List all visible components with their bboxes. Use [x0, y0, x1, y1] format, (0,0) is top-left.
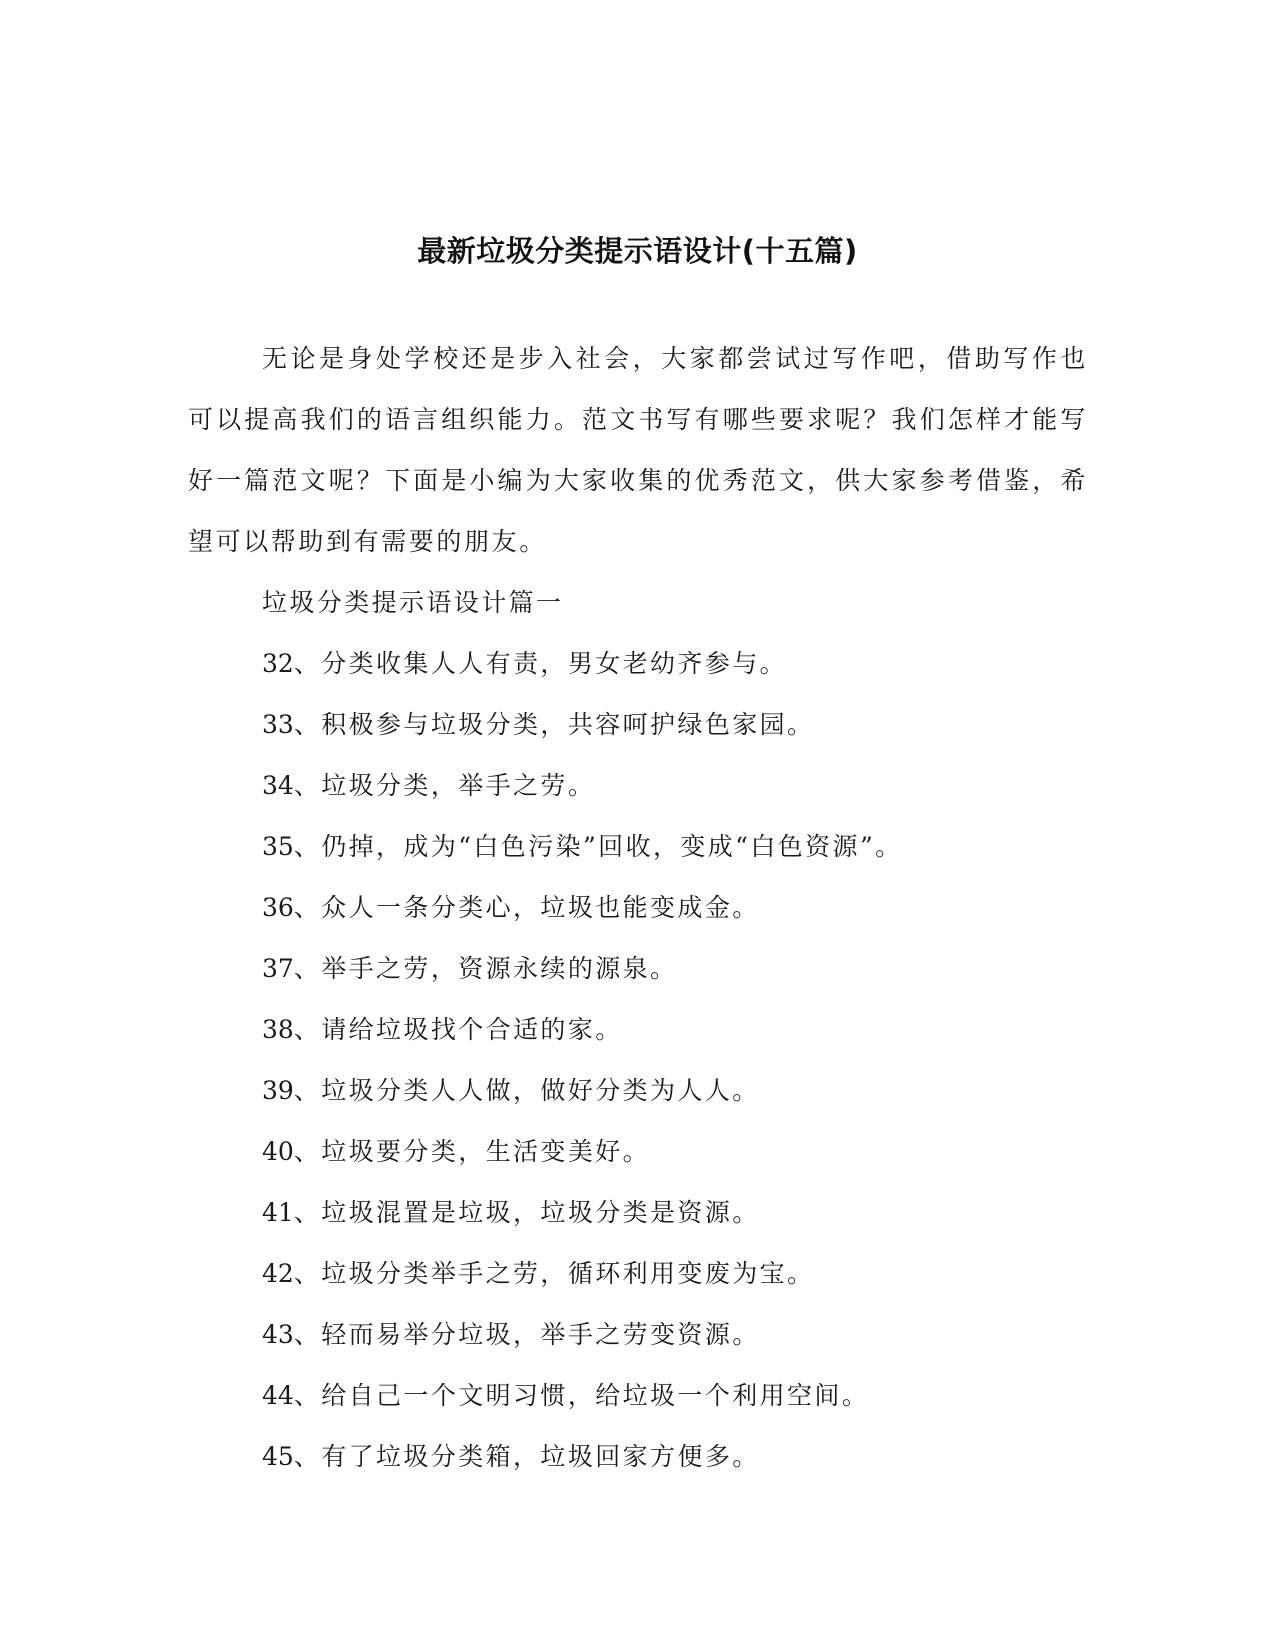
slogan-text: 、垃圾分类，举手之劳。 [293, 771, 596, 800]
slogan-number: 33 [262, 710, 294, 739]
slogan-text: 、垃圾分类举手之劳，循环利用变废为宝。 [293, 1259, 815, 1288]
slogan-number: 45 [262, 1442, 294, 1471]
document-title: 最新垃圾分类提示语设计(十五篇) [417, 234, 858, 269]
slogan-text: 、有了垃圾分类箱，垃圾回家方便多。 [293, 1442, 760, 1471]
slogan-item [188, 633, 1088, 694]
slogan-item [188, 938, 1088, 999]
slogan-number: 32 [262, 649, 294, 678]
document-body [188, 328, 1088, 1487]
slogan-item [188, 999, 1088, 1060]
slogan-item [188, 816, 1088, 877]
slogan-item [188, 1304, 1088, 1365]
slogan-text: 、轻而易举分垃圾，举手之劳变资源。 [293, 1320, 760, 1349]
slogan-text: 、垃圾分类人人做，做好分类为人人。 [293, 1076, 760, 1105]
slogan-text: 、垃圾要分类，生活变美好。 [293, 1137, 651, 1166]
slogan-text: 、仍掉，成为“白色污染”回收，变成“白色资源”。 [293, 832, 903, 861]
slogan-number: 36 [262, 893, 294, 922]
slogan-number: 40 [262, 1137, 294, 1166]
slogan-number: 42 [262, 1259, 294, 1288]
slogan-text: 、举手之劳，资源永续的源泉。 [293, 954, 678, 983]
slogan-item [188, 1182, 1088, 1243]
slogan-item [188, 1365, 1088, 1426]
slogan-text: 、积极参与垃圾分类，共容呵护绿色家园。 [293, 710, 815, 739]
slogan-number: 38 [262, 1015, 294, 1044]
slogan-list [188, 633, 1088, 1487]
slogan-number: 39 [262, 1076, 294, 1105]
slogan-text: 、众人一条分类心，垃圾也能变成金。 [293, 893, 760, 922]
slogan-item [188, 877, 1088, 938]
slogan-item [188, 1060, 1088, 1121]
slogan-number: 35 [262, 832, 294, 861]
slogan-text: 、请给垃圾找个合适的家。 [293, 1015, 623, 1044]
slogan-number: 43 [262, 1320, 294, 1349]
slogan-number: 44 [262, 1381, 294, 1410]
slogan-text: 、垃圾混置是垃圾，垃圾分类是资源。 [293, 1198, 760, 1227]
slogan-item [188, 1426, 1088, 1487]
slogan-item [188, 1121, 1088, 1182]
intro-paragraph: 无论是身处学校还是步入社会，大家都尝试过写作吧，借助写作也可以提高我们的语言组织能力。范文书写有哪些要求呢？我们怎样才能写好一篇范文呢？下面是小编为大家收集的优秀范文，供大家参考借鉴，希望可以帮助到有需要的朋友。 [188, 344, 1088, 556]
slogan-text: 、给自己一个文明习惯，给垃圾一个利用空间。 [293, 1381, 870, 1410]
slogan-number: 37 [262, 954, 294, 983]
slogan-number: 41 [262, 1198, 294, 1227]
slogan-text: 、分类收集人人有责，男女老幼齐参与。 [293, 649, 788, 678]
slogan-item [188, 1243, 1088, 1304]
section-heading: 垃圾分类提示语设计篇一 [262, 588, 564, 617]
slogan-item [188, 694, 1088, 755]
slogan-number: 34 [262, 771, 294, 800]
slogan-item [188, 755, 1088, 816]
